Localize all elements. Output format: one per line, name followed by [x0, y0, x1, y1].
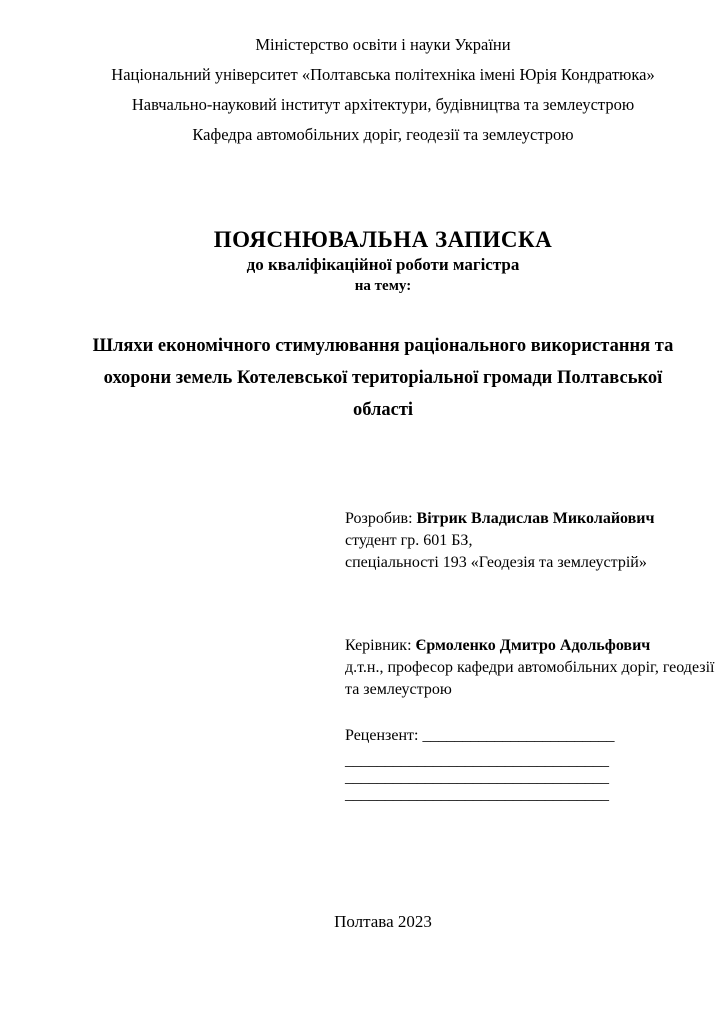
- author-group: студент гр. 601 БЗ,: [345, 532, 473, 549]
- reviewer-label: Рецензент:: [345, 727, 423, 744]
- supervisor-degree: д.т.н., професор кафедри автомобільних доріг, геодезії: [345, 659, 715, 676]
- supervisor-degree-cont: та землеустрою: [345, 681, 452, 698]
- document-type-block: [80, 228, 686, 296]
- reviewer-line-1: [345, 725, 614, 747]
- institute-line: Навчально-науковий інститут архітектури, будівництва та землеустрою: [131, 95, 635, 114]
- supervisor-line-1: [345, 635, 714, 657]
- document-subtitle: до кваліфікаційної роботи магістра: [246, 255, 520, 274]
- supervisor-label: Керівник:: [345, 637, 416, 654]
- city-year: Полтава 2023: [334, 912, 432, 931]
- reviewer-blank-line: _________________________________: [345, 786, 609, 803]
- supervisor-block: [345, 635, 714, 701]
- thesis-topic: [80, 330, 686, 426]
- ministry-line: Міністерство освіти і науки України: [255, 35, 511, 54]
- author-block: [345, 508, 655, 574]
- author-name: Вітрик Владислав Миколайович: [416, 510, 655, 527]
- topic-line-1: Шляхи економічного стимулювання раціонального використання та: [92, 336, 674, 356]
- topic-prefix: на тему:: [354, 278, 412, 294]
- institution-header: [80, 30, 686, 150]
- supervisor-name: Єрмоленко Дмитро Адольфович: [415, 637, 651, 654]
- topic-line-3: області: [352, 400, 414, 420]
- reviewer-blank-line: _________________________________: [345, 769, 609, 786]
- reviewer-blank-inline: ________________________: [422, 727, 615, 744]
- page-content: [80, 0, 715, 1024]
- document-title: ПОЯСНЮВАЛЬНА ЗАПИСКА: [213, 227, 553, 252]
- reviewer-blank-line: _________________________________: [345, 752, 609, 769]
- author-speciality: спеціальності 193 «Геодезія та землеустрій»: [345, 554, 647, 571]
- author-label: Розробив:: [345, 510, 417, 527]
- university-line: Національний університет «Полтавська політехніка імені Юрія Кондратюка»: [111, 65, 655, 84]
- department-line: Кафедра автомобільних доріг, геодезії та землеустрою: [192, 125, 574, 144]
- topic-line-2: охорони земель Котелевської територіальної громади Полтавської: [103, 368, 663, 388]
- reviewer-block: [345, 725, 614, 803]
- author-line-1: [345, 508, 655, 530]
